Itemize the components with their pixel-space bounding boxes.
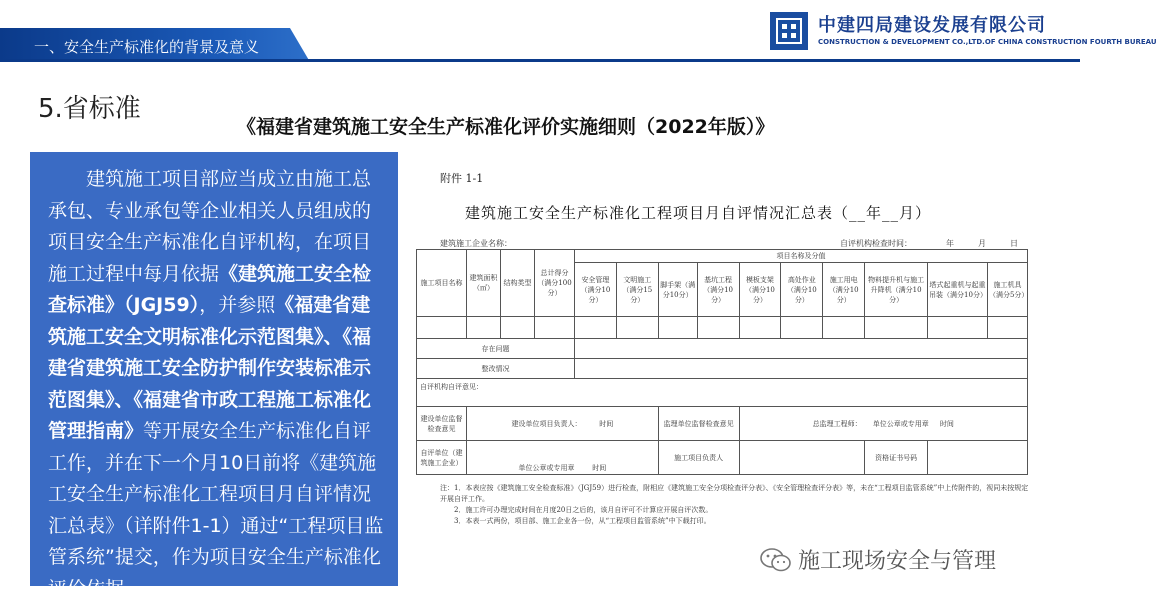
watermark-text: 施工现场安全与管理 [798,549,997,574]
project-manager: 施工项目负责人 [658,441,739,475]
item-header: 文明施工（满分15分） [616,263,658,317]
empty-cell [739,441,865,475]
empty-cell [928,317,988,339]
group-header: 项目名称及分值 [575,250,1028,263]
item-header: 施工用电（满分10分） [823,263,865,317]
year-label: 年 [946,239,954,248]
empty-cell [575,359,1028,379]
supervisor-sign-label: 总监理工程师： [812,419,862,428]
empty-cell [739,317,781,339]
summary-table [416,249,1028,475]
empty-cell [467,317,501,339]
empty-cell [697,317,739,339]
form-notes [440,483,1030,527]
item-header: 塔式起重机与起重吊装（满分10分） [928,263,988,317]
wechat-icon [760,547,792,573]
empty-cell [823,317,865,339]
section-title: 5.省标准 [38,94,141,124]
note-line: 3．本表一式两份，项目部、施工企业各一份，从“工程项目监管系统”中下载打印。 [454,517,711,525]
item-header: 安全管理（满分10分） [575,263,617,317]
time-label: 时间 [939,419,954,428]
item-header: 施工机具（满分5分） [987,263,1027,317]
time-label: 时间 [592,464,607,472]
note-line: 2．施工许可办理完成时间在月度20日之后的，该月自评可不计算应开展自评次数。 [454,506,713,514]
empty-cell [535,317,575,339]
cscec-logo-icon [770,12,808,50]
row-problems: 存在问题 [417,339,575,359]
company-name-cn: 中建四局建设发展有限公司 [818,15,1046,36]
text-part: ，并参照 [199,294,276,316]
col-area: 建筑面积（㎡） [467,250,501,317]
note-line: 注：1．本表应按《建筑施工安全检查标准》（JGJ59）进行检查，附相应《建筑施工安全分项检查评分表》、《安全管理检查评分表》等，未在“工程项目监管系统”中上传附件的，视同未按规定开展自评工作。 [440,484,1029,503]
date-label: 自评机构检查时间： [840,239,912,248]
item-header: 模板支架（满分10分） [739,263,781,317]
description-text [48,164,384,605]
document-title: 《福建省建筑施工安全生产标准化评价实施细则（2022年版）》 [237,116,775,138]
empty-cell [987,317,1027,339]
owner-sign-label: 建设单位项目负责人： [511,419,582,428]
attachment-label: 附件 1-1 [440,172,484,185]
form-document [410,160,1040,530]
empty-cell [575,317,617,339]
empty-cell [616,317,658,339]
item-header: 脚手架（满分10分） [658,263,697,317]
stamp-label: 单位公章或专用章 [872,419,929,428]
owner-sign-cell [467,407,659,441]
owner-opinion: 建设单位监督检查意见 [417,407,467,441]
text-part: 建筑施工项目部应当成立由施工总承包、专业承包等企业相关人员组成的项目安全生产标准化自评机构，在项目施工过程中每月依据 [48,168,372,285]
section-label: 一、安全生产标准化的背景及意义 [34,38,260,56]
company-name-label: 建筑施工企业名称： [440,239,512,248]
empty-cell [575,339,1028,359]
self-stamp-cell [467,441,659,475]
watermark [760,544,996,575]
header-divider [0,59,1080,62]
row-rectify: 整改情况 [417,359,575,379]
empty-cell [417,317,467,339]
empty-cell [658,317,697,339]
item-header: 高处作业（满分10分） [781,263,823,317]
empty-cell [928,441,1028,475]
col-total: 总计得分（满分100分） [535,250,575,317]
text-part: 等开展安全生产标准化自评工作，并在下一个月10日前将《建筑施工安全生产标准化工程项目月自评情况汇总表》（详附件1-1）通过“工程项目监管系统”提交，作为项目安全生产标准化评价依据。 [48,420,384,600]
time-label: 时间 [599,419,614,428]
inspection-time [840,238,1018,249]
supervisor-opinion: 监理单位监督检查意见 [658,407,739,441]
highlight-standard: 《建筑施工安全检查标准》（JGJ59） [48,262,372,316]
day-label: 日 [1010,239,1018,248]
cert-number: 资格证书号码 [865,441,928,475]
stamp-label: 单位公章或专用章 [518,464,575,472]
empty-cell [865,317,928,339]
description-panel [30,152,398,600]
month-label: 月 [978,239,986,248]
company-name-en: CONSTRUCTION & DEVELOPMENT CO.,LTD.OF CHINA CONSTRUCTION FOURTH BUREAU [818,38,1157,46]
supervisor-sign-cell [739,407,1028,441]
self-unit: 自评单位（建筑施工企业） [417,441,467,475]
item-header: 物料提升机与施工升降机（满分10分） [865,263,928,317]
col-structure: 结构类型 [501,250,535,317]
form-title: 建筑施工安全生产标准化工程项目月自评情况汇总表（__年__月） [465,204,932,222]
empty-cell [781,317,823,339]
item-header: 基坑工程（满分10分） [697,263,739,317]
col-project: 施工项目名称 [417,250,467,317]
empty-cell [501,317,535,339]
highlight-atlases: 《福建省建筑施工安全文明标准化示范图集》、《福建省建筑施工安全防护制作安装标准示范图集》、《福建省市政工程施工标准化管理指南》 [48,294,372,442]
row-opinion: 自评机构自评意见： [417,379,1028,407]
